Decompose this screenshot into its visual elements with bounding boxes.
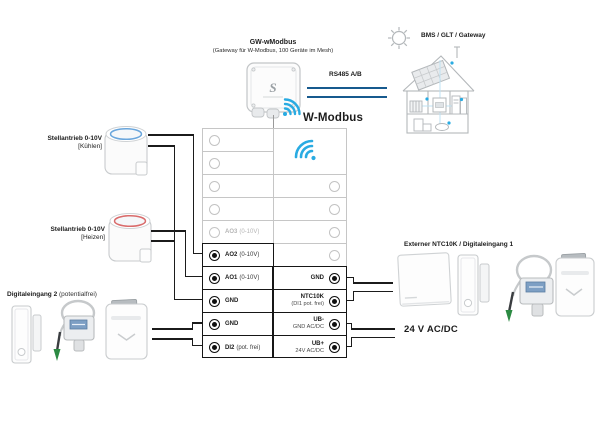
terminal-circle-empty [329,227,340,238]
terminal-ub-plus: UB+ 24V AC/DC [274,336,346,359]
door-contact-right [458,255,489,315]
terminal-left-1 [203,129,273,152]
terminal-circle-active [329,319,340,330]
gateway-connector [273,115,274,128]
actuator-heating [109,214,151,263]
wire-ntc10k [353,291,393,293]
terminal-gnd-2: GND [203,313,273,336]
terminal-right-3 [274,175,346,198]
cooling-ring [111,129,142,140]
bms-label: BMS / GLT / Gateway [421,32,486,39]
heating-ring [115,216,146,227]
terminal-circle-active [209,273,220,284]
terminal-ao2: AO2 (0-10V) [203,244,273,267]
wire-heating-ao1 [185,230,187,277]
terminal-column-right [273,129,346,357]
wire-heating-ao1 [151,230,186,232]
terminal-circle-empty [329,250,340,261]
terminal-circle-active [329,296,340,307]
terminal-ao3: AO3 (0-10V) [203,221,273,244]
terminal-right-4 [274,198,346,221]
terminal-circle-empty [209,158,220,169]
terminal-circle-empty [329,204,340,215]
terminal-gnd-right: GND [274,267,346,290]
terminal-circle-empty [209,181,220,192]
terminal-circle-active [209,342,220,353]
wire-ub-minus [351,328,395,330]
terminal-right-6 [274,244,346,267]
terminal-right-5 [274,221,346,244]
wire-cooling-gnd [148,145,175,147]
wifi-icon [286,129,326,169]
actuator-cooling [105,127,147,176]
terminal-circle-empty [209,204,220,215]
terminal-circle-active [209,296,220,307]
terminal-circle-active [329,342,340,353]
label-stellantrieb-heizen: Stellantrieb 0-10V [Heizen] [50,226,105,242]
gateway-title: GW-wModbus [249,39,297,46]
label-digitaleingang-2: Digitaleingang 2 (potentialfrei) [7,291,97,298]
wire-cooling-ao2 [193,134,195,254]
door-contact-left [12,306,41,363]
wire-heating-gnd [151,240,175,242]
terminal-di2: DI2 (pot. frei) [203,336,273,359]
label-24v-acdc: 24 V AC/DC [404,324,458,335]
probe-tip [54,349,61,361]
cable-sensor-left [54,301,95,361]
terminal-left-4 [203,198,273,221]
wire-cooling-ao2 [148,134,194,136]
wire-di2-di2 [152,338,193,340]
terminal-column-left [203,129,273,357]
probe-tip [506,310,513,322]
wire-ub-plus [351,337,353,347]
terminal-gnd-1: GND [203,290,273,313]
card-holder-right [556,253,594,316]
terminal-circle-active [209,319,220,330]
radiator-icon [410,101,422,112]
controller-icon [433,98,446,112]
block-wifi-cell [274,129,346,175]
wire-cooling-gnd [174,145,176,300]
server-icon [452,96,467,114]
room-sensor [398,253,452,307]
terminal-block [202,128,347,358]
gateway-device [247,63,300,118]
rs485-label: RS485 A/B [329,71,362,78]
cable-sensor-right [506,256,554,322]
house-illustration [403,47,474,133]
terminal-ub-minus: UB- GND AC/DC [274,313,346,336]
terminal-left-2 [203,152,273,175]
terminal-circle-empty [209,135,220,146]
terminal-ntc10k: NTC10K (DI1 pot. frei) [274,290,346,313]
sun-icon [388,27,410,49]
rs485-line-b [307,96,387,98]
terminal-circle-active [209,250,220,261]
terminal-left-3 [203,175,273,198]
terminal-circle-inactive [209,227,220,238]
label-stellantrieb-kuehlen: Stellantrieb 0-10V [Kühlen] [47,135,102,151]
w-modbus-label: W-Modbus [303,112,364,124]
solar-panel [412,61,450,91]
terminal-ao1: AO1 (0-10V) [203,267,273,290]
wire-ntc10k [353,291,355,301]
card-holder-left [106,299,147,359]
gateway-subtitle: (Gateway für W-Modbus, 100 Geräte im Mesh) [212,48,334,54]
rs485-line-a [307,87,387,89]
terminal-circle-active [329,273,340,284]
wire-ub-plus [351,337,395,339]
gateway-logo: S [269,80,277,95]
terminal-circle-empty [329,181,340,192]
label-externer-ntc10k: Externer NTC10K / Digitaleingang 1 [404,241,514,248]
wire-di2-gnd [152,328,193,330]
wire-gnd-right [353,282,393,284]
